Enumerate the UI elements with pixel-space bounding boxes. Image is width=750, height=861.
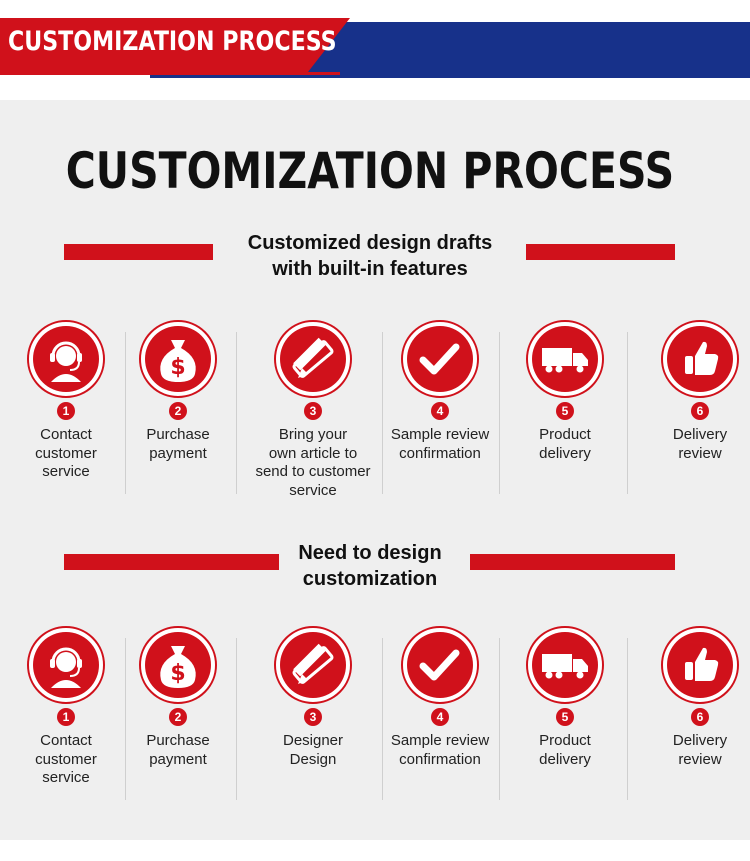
step-divider (499, 332, 500, 494)
step-divider (382, 638, 383, 800)
step-divider (627, 638, 628, 800)
svg-text:$: $ (170, 661, 186, 686)
svg-text:$: $ (170, 355, 186, 380)
step-icon-circle (139, 626, 217, 704)
step-label (635, 732, 750, 769)
step-icon-circle (27, 626, 105, 704)
main-title: CUSTOMIZATION PROCESS (65, 142, 675, 200)
money-bag-icon (145, 326, 211, 392)
step-divider (125, 332, 126, 494)
step-label (248, 732, 378, 769)
step-label-line: Delivery (672, 426, 728, 443)
step-label-line: confirmation (399, 444, 481, 462)
step-icon-circle (661, 626, 739, 704)
customer-service-icon (33, 326, 99, 392)
step-icon-circle (401, 626, 479, 704)
step-label-line: Design (289, 750, 337, 768)
step-divider (236, 638, 237, 800)
step-number: 2 (169, 402, 187, 420)
step-icon-circle (401, 320, 479, 398)
step-label-line: Contact (40, 732, 92, 749)
design-tools-icon (280, 326, 346, 392)
section1-steps (0, 320, 750, 499)
section2-heading (0, 540, 750, 600)
truck-icon (532, 632, 598, 698)
step-divider (125, 638, 126, 800)
top-banner (0, 18, 750, 80)
step-icon-circle (139, 320, 217, 398)
section1-heading (0, 230, 750, 290)
step-label-line: Purchase (146, 426, 210, 443)
step-label-line: payment (149, 750, 207, 768)
step-label-line: own article to (268, 444, 358, 462)
section1-heading-text (0, 230, 740, 282)
step-label (375, 426, 505, 463)
step-icon-circle (274, 626, 352, 704)
checkmark-icon (407, 326, 473, 392)
truck-icon (532, 326, 598, 392)
step-label-line: send to customer (255, 463, 371, 480)
step-label (248, 426, 378, 500)
section2-steps (0, 626, 750, 801)
step-label-line: delivery (539, 444, 591, 462)
banner-title: CUSTOMIZATION PROCESS (8, 26, 337, 57)
step-label (635, 426, 750, 463)
step-divider (382, 332, 383, 494)
heading-line: with built-in features (272, 258, 468, 280)
step-label-line: customer (35, 750, 97, 768)
design-tools-icon (280, 632, 346, 698)
heading-line: Customized design drafts (247, 232, 493, 254)
heading-line: customization (302, 568, 438, 590)
step-label (500, 426, 630, 463)
step-label-line: payment (149, 444, 207, 462)
step-label (375, 732, 505, 769)
step-label (500, 732, 630, 769)
step-label-line: Product (539, 732, 591, 749)
heading-line: Need to design (298, 542, 442, 564)
step-label-line: delivery (539, 750, 591, 768)
checkmark-icon (407, 632, 473, 698)
step-icon-circle (661, 320, 739, 398)
step-icon-circle (526, 626, 604, 704)
step-divider (499, 638, 500, 800)
step-label-line: Designer (282, 732, 344, 749)
step-divider (236, 332, 237, 494)
step-label-line: review (678, 750, 722, 768)
thumbs-up-icon (667, 326, 733, 392)
step-icon-circle (526, 320, 604, 398)
banner-red-underline (0, 72, 340, 75)
step-label-line: confirmation (399, 750, 481, 768)
step-icon-circle (27, 320, 105, 398)
step-number: 4 (431, 402, 449, 420)
step-number: 1 (57, 708, 75, 726)
step-label-line: Purchase (146, 732, 210, 749)
step-label (1, 732, 131, 788)
step-label (113, 732, 243, 769)
step-number: 5 (556, 402, 574, 420)
step-label-line: Bring your (278, 426, 348, 443)
thumbs-up-icon (667, 632, 733, 698)
step-label-line: service (42, 463, 90, 480)
step-number: 6 (691, 708, 709, 726)
step-label-line: review (678, 444, 722, 462)
step-label (1, 426, 131, 482)
step-number: 1 (57, 402, 75, 420)
step-label-line: Delivery (672, 732, 728, 749)
step-number: 2 (169, 708, 187, 726)
step-label-line: Sample review (390, 426, 490, 443)
step-icon-circle (274, 320, 352, 398)
step-label-line: service (289, 481, 337, 499)
step-label-line: Product (539, 426, 591, 443)
step-number: 5 (556, 708, 574, 726)
step-number: 3 (304, 402, 322, 420)
section2-heading-text (0, 540, 740, 592)
money-bag-icon (145, 632, 211, 698)
step-number: 3 (304, 708, 322, 726)
step-label-line: Sample review (390, 732, 490, 749)
step-divider (627, 332, 628, 494)
step-label (113, 426, 243, 463)
step-label-line: Contact (40, 426, 92, 443)
step-number: 6 (691, 402, 709, 420)
customer-service-icon (33, 632, 99, 698)
step-label-line: service (42, 769, 90, 786)
step-label-line: customer (35, 444, 97, 462)
step-number: 4 (431, 708, 449, 726)
